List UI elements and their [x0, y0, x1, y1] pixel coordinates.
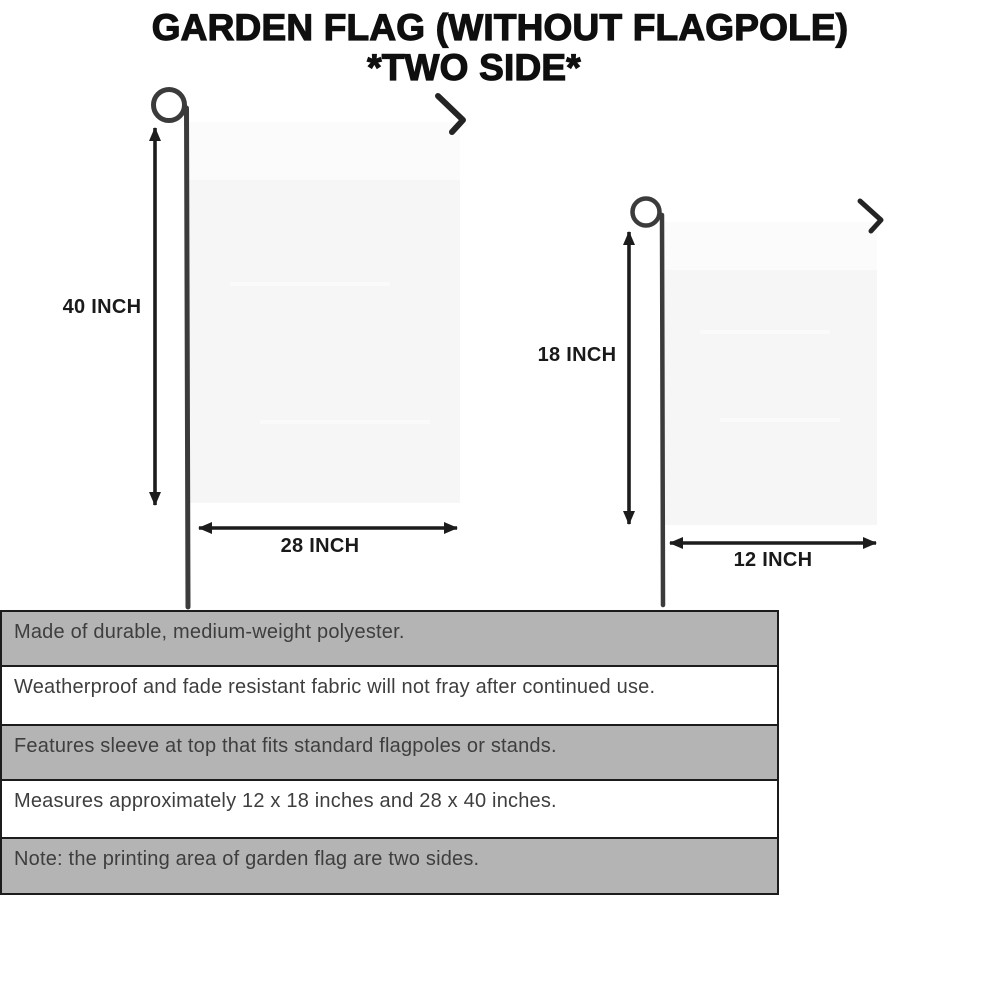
- feature-text: Made of durable, medium-weight polyester.: [14, 621, 405, 643]
- feature-text: Features sleeve at top that fits standard flagpoles or stands.: [14, 735, 557, 757]
- fabric-crease: [720, 418, 840, 422]
- feature-row: [2, 612, 777, 667]
- fabric-crease: [230, 282, 390, 286]
- fabric-crease: [700, 330, 830, 334]
- feature-row: [2, 781, 777, 839]
- feature-list: [0, 610, 779, 895]
- small-flag-sleeve: [663, 222, 877, 270]
- small-flagpole: [662, 215, 663, 605]
- large-flagpole: [187, 108, 189, 607]
- feature-row: [2, 726, 777, 781]
- large-flag-width-label: 28 INCH: [280, 535, 360, 557]
- feature-row: [2, 839, 777, 893]
- small-flag: [629, 199, 881, 606]
- large-flagpole-loop: [154, 90, 185, 121]
- feature-row: [2, 667, 777, 726]
- fabric-crease: [260, 420, 430, 424]
- small-flag-width-label: 12 INCH: [733, 549, 813, 571]
- title-line-2: *TWO SIDE*: [367, 46, 581, 88]
- small-flag-height-label: 18 INCH: [537, 344, 617, 366]
- large-flag: [154, 90, 464, 608]
- large-flag-height-label: 40 INCH: [62, 296, 142, 318]
- large-flag-sleeve: [189, 122, 460, 180]
- feature-text: Measures approximately 12 x 18 inches and 28 x 40 inches.: [14, 790, 557, 812]
- feature-text: Note: the printing area of garden flag are two sides.: [14, 848, 480, 870]
- title-line-1: GARDEN FLAG (WITHOUT FLAGPOLE): [151, 7, 849, 48]
- small-flagpole-loop: [633, 199, 660, 226]
- feature-text: Weatherproof and fade resistant fabric will not fray after continued use.: [14, 676, 656, 698]
